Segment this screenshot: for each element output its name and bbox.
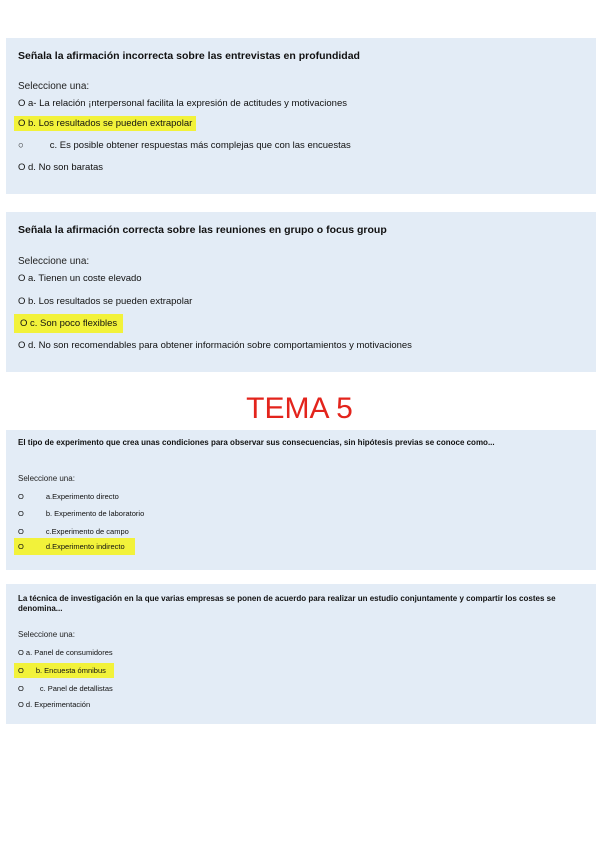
option-c[interactable] [18,684,113,693]
question-card-3 [6,430,596,570]
option-a[interactable]: O a- La relación ¡nterpersonal facilita la expresión de actitudes y motivaciones [18,98,347,109]
option-a[interactable]: O a. Panel de consumidores [18,648,113,657]
option-d[interactable]: O d. No son baratas [18,162,104,173]
option-label: b. Experimento de laboratorio [45,509,145,518]
radio-icon: O [18,684,24,693]
answer-highlight [14,663,114,678]
question-title: La técnica de investigación en la que varias empresas se ponen de acuerdo para realizar un estudio conjuntamente y compartir los costes se denomina... [18,594,556,613]
option-b[interactable] [18,666,114,675]
question-card-4 [6,584,596,724]
radio-icon: O [18,509,24,518]
answer-highlight: O b. Los resultados se pueden extrapolar [14,116,196,131]
select-label: Seleccione una: [18,630,75,639]
question-title: El tipo de experimento que crea unas condiciones para observar sus consecuencias, sin hipótesis previas se conoce como... [18,438,495,447]
radio-icon: O [18,666,24,675]
option-b[interactable] [18,118,196,129]
option-c[interactable] [18,318,123,329]
question-title: Señala la afirmación incorrecta sobre las entrevistas en profundidad [18,50,360,62]
question-title: Señala la afirmación correcta sobre las reuniones en grupo o focus group [18,224,387,236]
option-d[interactable]: O d. No son recomendables para obtener información sobre comportamientos y motivaciones [18,340,412,351]
option-c[interactable] [18,140,351,151]
option-label: c.Experimento de campo [45,527,129,536]
option-label: a.Experimento directo [45,492,119,501]
option-a[interactable]: O a. Tienen un coste elevado [18,273,142,284]
option-label: d.Experimento indirecto [45,542,125,551]
option-c[interactable] [18,527,129,536]
radio-icon: O [18,542,24,551]
option-b[interactable]: O b. Los resultados se pueden extrapolar [18,296,193,307]
radio-icon: O [18,492,24,501]
answer-highlight [14,538,135,555]
option-d[interactable] [18,542,135,551]
option-b[interactable] [18,509,144,518]
select-label: Seleccione una: [18,81,90,92]
option-d[interactable]: O d. Experimentación [18,700,91,709]
section-heading: TEMA 5 [246,392,353,425]
radio-icon: ○ [18,140,24,151]
option-a[interactable] [18,492,119,501]
radio-icon: O [18,527,24,536]
answer-highlight: O c. Son poco flexibles [14,314,123,333]
select-label: Seleccione una: [18,474,75,483]
select-label: Seleccione una: [18,256,90,267]
option-label: c. Es posible obtener respuestas más complejas que con las encuestas [49,140,351,151]
option-label: c. Panel de detallistas [39,684,113,693]
question-card-2 [6,212,596,372]
question-card-1 [6,38,596,194]
option-label: b. Encuesta ómnibus [35,666,106,675]
